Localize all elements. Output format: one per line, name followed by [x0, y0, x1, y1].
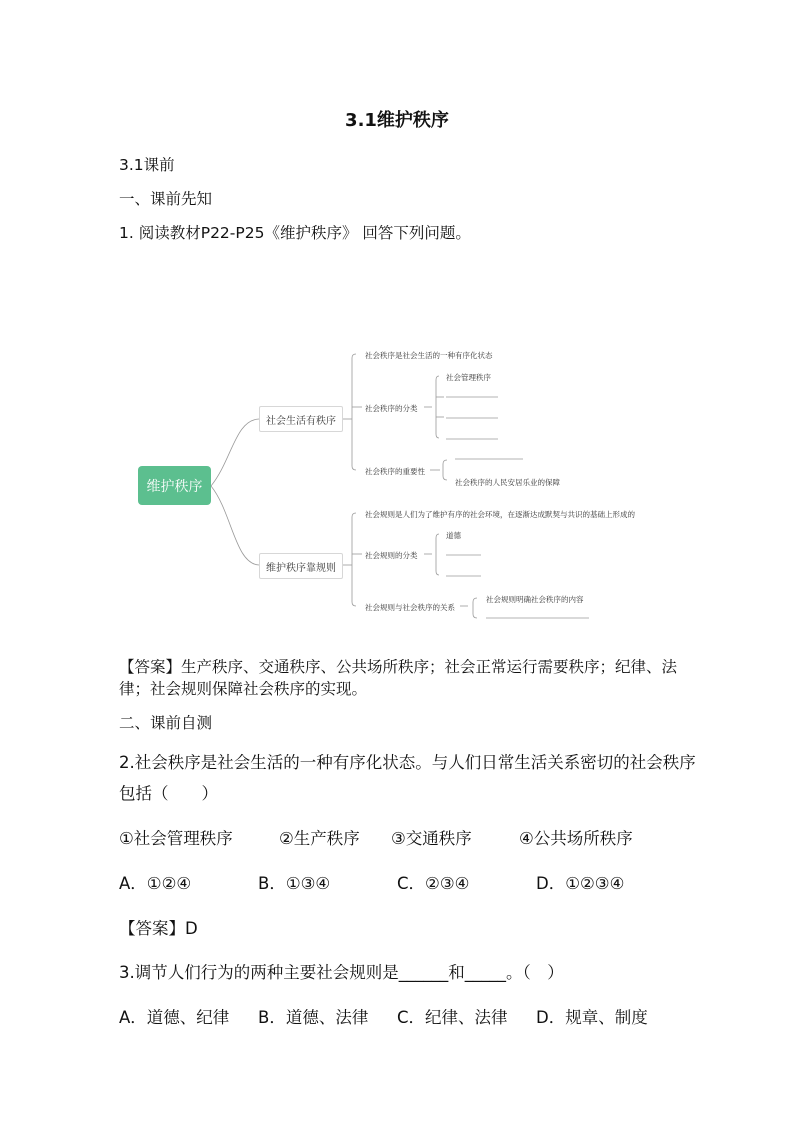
q2-option-b: B．①③④ — [258, 874, 331, 893]
part2-heading: 二、课前自测 — [119, 714, 213, 732]
mindmap-b2-item3-sub1: 社会规则明确社会秩序的内容 — [486, 595, 584, 604]
mindmap-b2-item3: 社会规则与社会秩序的关系 — [365, 603, 455, 612]
mindmap-b2-item2-sub1: 道德 — [446, 531, 461, 540]
q2-item-2: ②生产秩序 — [279, 829, 360, 848]
part1-heading: 一、课前先知 — [119, 190, 213, 208]
q2-item-3: ③交通秩序 — [391, 829, 472, 848]
question-3-text: 3.调节人们行为的两种主要社会规则是______和_____。（ ） — [119, 963, 564, 982]
answer-2: 【答案】D — [119, 919, 198, 938]
q3-option-a: A．道德、纪律 — [119, 1008, 230, 1027]
page-title: 3.1维护秩序 — [345, 110, 449, 131]
section-label: 3.1课前 — [119, 156, 175, 174]
question-1-text: 1. 阅读教材P22-P25《维护秩序》 回答下列问题。 — [119, 224, 471, 242]
q2-item-4: ④公共场所秩序 — [519, 829, 633, 848]
question-2-line1: 2.社会秩序是社会生活的一种有序化状态。与人们日常生活关系密切的社会秩序 — [119, 753, 696, 772]
mindmap-b1-item2: 社会秩序的分类 — [365, 404, 418, 413]
mindmap-b1-item2-sub1: 社会管理秩序 — [446, 373, 491, 382]
answer-1: 【答案】生产秩序、交通秩序、公共场所秩序；社会正常运行需要秩序；纪律、法律；社会规则保障社会秩序的实现。 — [119, 658, 678, 698]
mindmap-branch-1: 社会生活有秩序 — [259, 406, 343, 432]
mindmap-branch-2: 维护秩序靠规则 — [259, 553, 343, 579]
q2-option-a: A．①②④ — [119, 874, 192, 893]
q2-option-c: C．②③④ — [397, 874, 470, 893]
q3-option-b: B．道德、法律 — [258, 1008, 369, 1027]
question-2-line2: 包括（ ） — [119, 784, 218, 803]
mindmap-b1-item1: 社会秩序是社会生活的一种有序化状态 — [365, 351, 493, 360]
q3-option-c: C．纪律、法律 — [397, 1008, 508, 1027]
mindmap-b2-item1: 社会规则是人们为了维护有序的社会环境，在逐渐达成默契与共识的基础上形成的 — [365, 510, 635, 519]
mindmap-b1-item3-sub2: 社会秩序的人民安居乐业的保障 — [455, 478, 560, 487]
q3-option-d: D．规章、制度 — [536, 1008, 648, 1027]
q2-item-1: ①社会管理秩序 — [119, 829, 233, 848]
mindmap-b1-item3: 社会秩序的重要性 — [365, 467, 425, 476]
q2-option-d: D．①②③④ — [536, 874, 625, 893]
mindmap-root-node: 维护秩序 — [138, 466, 211, 505]
mindmap-b2-item2: 社会规则的分类 — [365, 551, 418, 560]
